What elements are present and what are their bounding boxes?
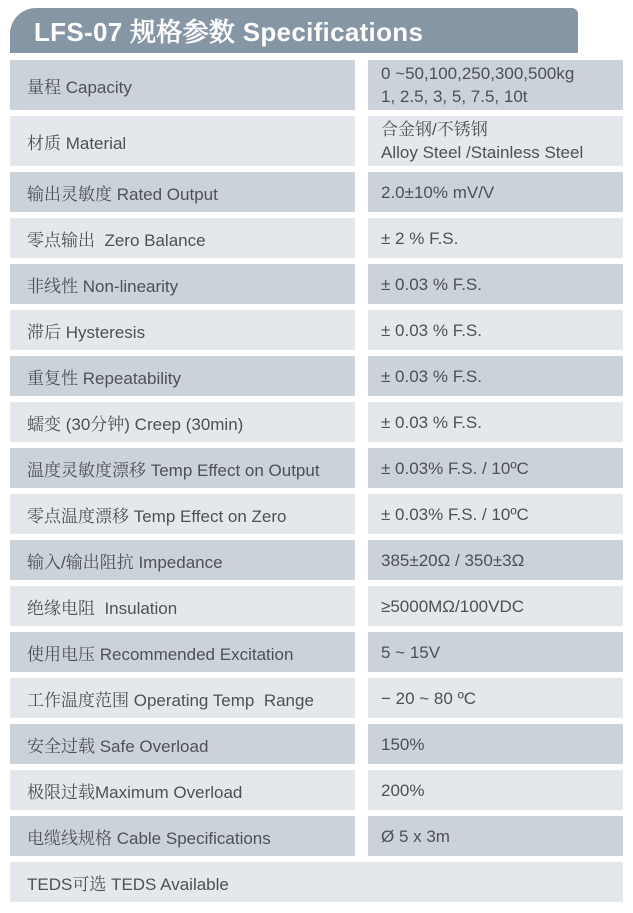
spec-label bbox=[10, 218, 355, 258]
spec-label-text: 工作温度范围 Operating Temp Range bbox=[27, 690, 314, 710]
spec-label bbox=[10, 724, 355, 764]
spec-label bbox=[10, 448, 355, 488]
spec-label-text: 使用电压 Recommended Excitation bbox=[27, 644, 294, 664]
spec-value bbox=[368, 678, 623, 718]
spec-value-line: Ø 5 x 3m bbox=[381, 826, 450, 846]
spec-value bbox=[368, 632, 623, 672]
table-row-maximum-overload bbox=[10, 770, 623, 810]
spec-label-text: 安全过载 Safe Overload bbox=[27, 736, 209, 756]
table-row-non-linearity bbox=[10, 264, 623, 304]
spec-value bbox=[368, 494, 623, 534]
spec-value bbox=[368, 264, 623, 304]
spec-value bbox=[368, 770, 623, 810]
spec-value bbox=[368, 172, 623, 212]
spec-value-line: ± 0.03 % F.S. bbox=[381, 366, 482, 386]
spec-value-line: 合金钢/不锈钢 bbox=[381, 120, 488, 139]
spec-table bbox=[10, 60, 623, 902]
spec-value-line: ≥5000MΩ/100VDC bbox=[381, 596, 524, 616]
spec-label bbox=[10, 494, 355, 534]
spec-value-line: ± 0.03 % F.S. bbox=[381, 274, 482, 294]
spec-value-line: 150% bbox=[381, 734, 425, 754]
table-row-impedance bbox=[10, 540, 623, 580]
spec-label bbox=[10, 172, 355, 212]
spec-label-text: 绝缘电阻 Insulation bbox=[27, 598, 178, 618]
spec-label bbox=[10, 586, 355, 626]
spec-value-line: ± 0.03% F.S. / 10ºC bbox=[381, 504, 529, 524]
spec-label bbox=[10, 116, 355, 166]
table-row-creep bbox=[10, 402, 623, 442]
spec-label-text: 温度灵敏度漂移 Temp Effect on Output bbox=[27, 460, 320, 480]
table-row-cable bbox=[10, 816, 623, 856]
table-row-hysteresis bbox=[10, 310, 623, 350]
table-row-repeatability bbox=[10, 356, 623, 396]
spec-label-text: 材质 Material bbox=[27, 133, 127, 153]
table-row-capacity bbox=[10, 60, 623, 110]
table-row-zero-balance bbox=[10, 218, 623, 258]
table-row-safe-overload bbox=[10, 724, 623, 764]
spec-value-line: ± 0.03 % F.S. bbox=[381, 320, 482, 340]
spec-value bbox=[368, 816, 623, 856]
spec-value-line: 5 ~ 15V bbox=[381, 642, 441, 662]
spec-label bbox=[10, 816, 355, 856]
spec-label-text: 非线性 Non-linearity bbox=[27, 276, 179, 296]
spec-label bbox=[10, 678, 355, 718]
spec-label bbox=[10, 310, 355, 350]
spec-value-line: 2.0±10% mV/V bbox=[381, 182, 495, 202]
spec-value-line: 1, 2.5, 3, 5, 7.5, 10t bbox=[381, 87, 528, 106]
title-bar bbox=[10, 8, 578, 53]
spec-label-text: 蠕变 (30分钟) Creep (30min) bbox=[27, 414, 244, 434]
table-row-rated-output bbox=[10, 172, 623, 212]
table-row-excitation bbox=[10, 632, 623, 672]
spec-label bbox=[10, 402, 355, 442]
spec-label-text: 电缆线规格 Cable Specifications bbox=[27, 828, 271, 848]
spec-value-line: ± 0.03 % F.S. bbox=[381, 412, 482, 432]
table-row-insulation bbox=[10, 586, 623, 626]
spec-value bbox=[368, 356, 623, 396]
spec-label bbox=[10, 540, 355, 580]
spec-label bbox=[10, 356, 355, 396]
table-row-temp-effect-output bbox=[10, 448, 623, 488]
spec-value bbox=[368, 724, 623, 764]
spec-label-text: 输出灵敏度 Rated Output bbox=[27, 184, 218, 204]
table-row-material bbox=[10, 116, 623, 166]
spec-label bbox=[10, 60, 355, 110]
spec-label-text: 滞后 Hysteresis bbox=[27, 322, 146, 342]
spec-value-line: 200% bbox=[381, 780, 425, 800]
spec-label-text: 重复性 Repeatability bbox=[27, 368, 182, 388]
spec-label bbox=[10, 264, 355, 304]
spec-value bbox=[368, 218, 623, 258]
spec-label-text: 输入/输出阻抗 Impedance bbox=[27, 552, 223, 572]
page-title: LFS-07 规格参数 Specifications bbox=[34, 17, 424, 47]
table-row-teds bbox=[10, 862, 623, 902]
spec-label bbox=[10, 862, 623, 902]
spec-value bbox=[368, 116, 623, 166]
table-row-operating-temp bbox=[10, 678, 623, 718]
spec-value-line: ± 2 % F.S. bbox=[381, 228, 459, 248]
spec-label bbox=[10, 632, 355, 672]
spec-value bbox=[368, 586, 623, 626]
spec-value-line: Alloy Steel /Stainless Steel bbox=[381, 143, 584, 162]
spec-value bbox=[368, 60, 623, 110]
spec-value-line: ± 0.03% F.S. / 10ºC bbox=[381, 458, 529, 478]
spec-label bbox=[10, 770, 355, 810]
spec-value bbox=[368, 402, 623, 442]
table-row-temp-effect-zero bbox=[10, 494, 623, 534]
spec-label-text: 零点输出 Zero Balance bbox=[27, 230, 206, 250]
spec-label-text: 极限过载Maximum Overload bbox=[27, 782, 243, 802]
spec-value bbox=[368, 448, 623, 488]
spec-label-text: TEDS可选 TEDS Available bbox=[27, 874, 229, 894]
spec-value-line: 385±20Ω / 350±3Ω bbox=[381, 550, 525, 570]
spec-value bbox=[368, 540, 623, 580]
spec-value-line: − 20 ~ 80 ºC bbox=[381, 688, 477, 708]
spec-label-text: 量程 Capacity bbox=[27, 77, 132, 97]
spec-label-text: 零点温度漂移 Temp Effect on Zero bbox=[27, 506, 287, 526]
spec-value-line: 0 ~50,100,250,300,500kg bbox=[381, 64, 575, 83]
spec-value bbox=[368, 310, 623, 350]
